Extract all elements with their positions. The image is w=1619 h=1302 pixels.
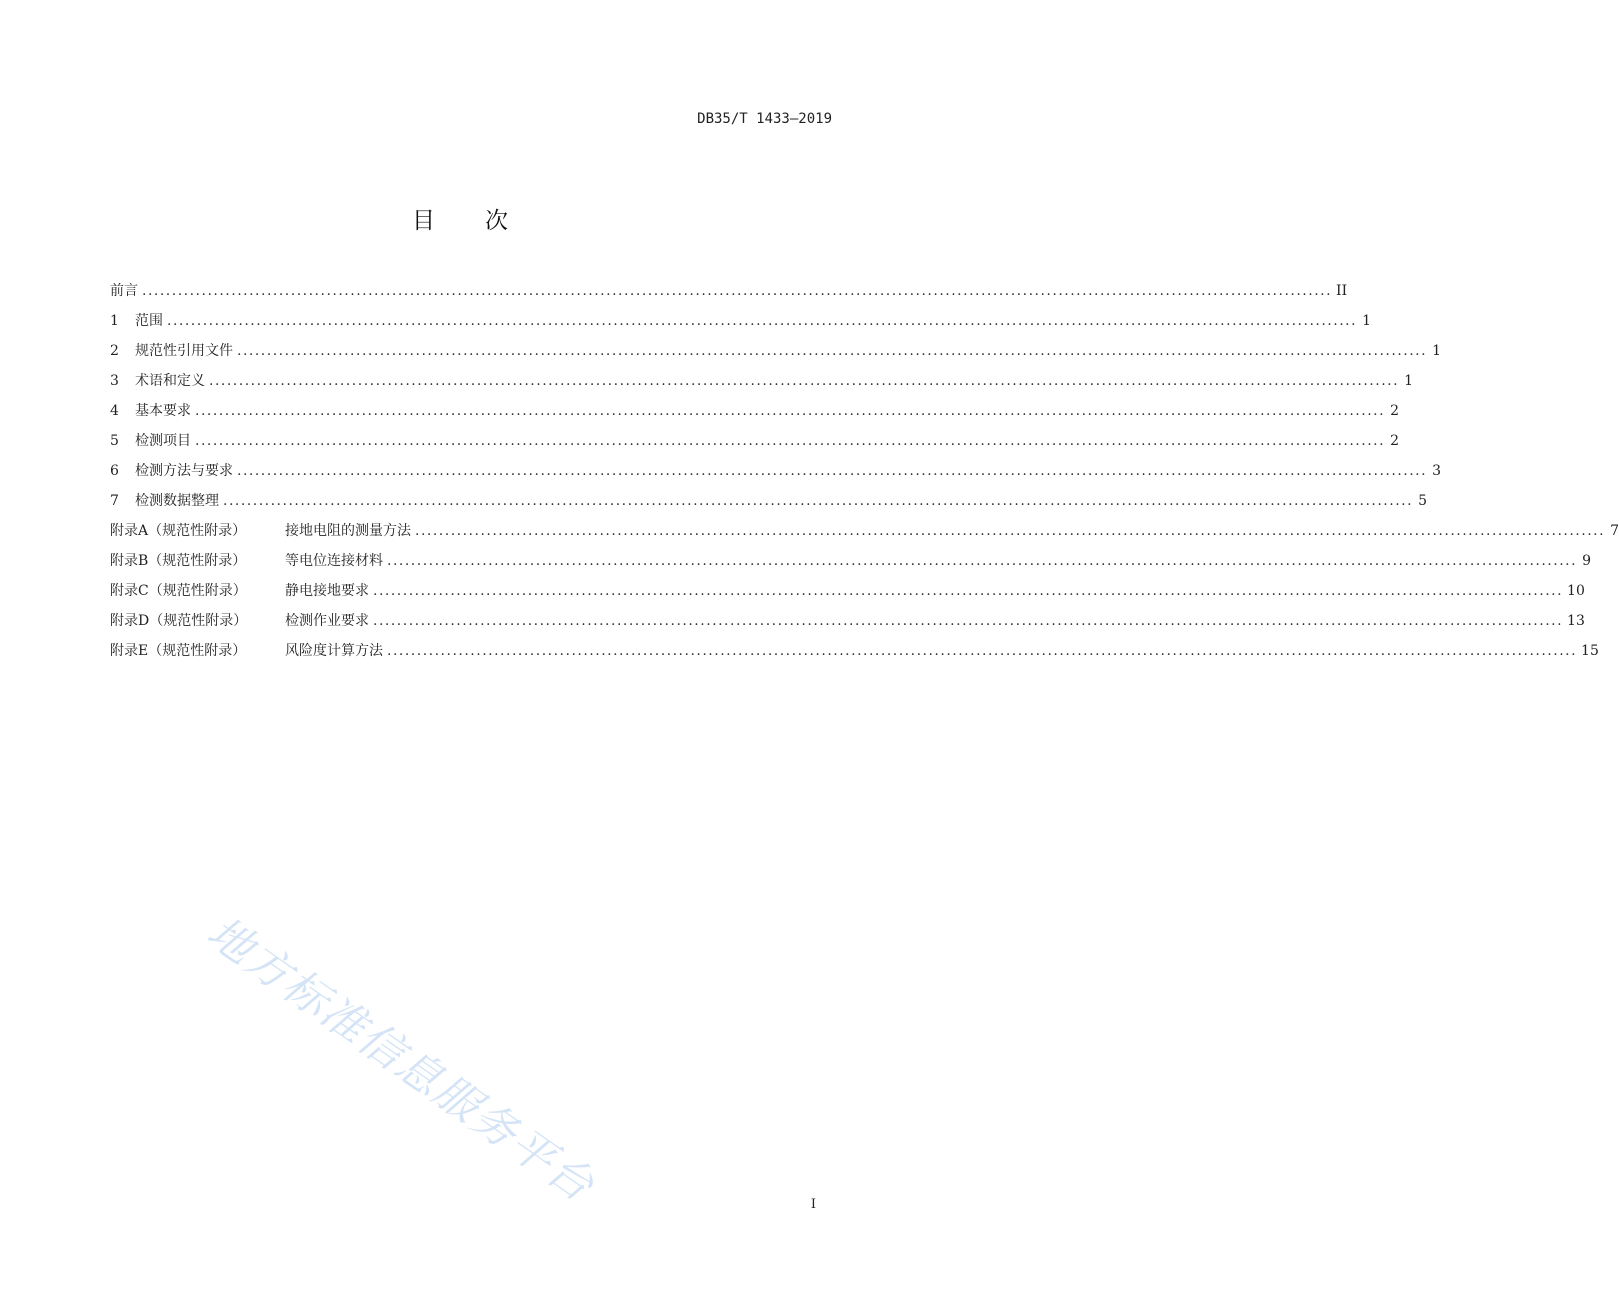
toc-entry-number: 3 <box>110 373 119 389</box>
toc-entry-page: 7 <box>1610 523 1619 539</box>
toc-entry-annex-prefix: 附录C（规范性附录） <box>110 583 247 599</box>
toc-entry-page: 2 <box>1390 403 1400 419</box>
toc-dot-leader: ........................................................................................................................................................................................................ <box>195 403 1386 419</box>
toc-dot-leader: ........................................................................................................................................................................................................ <box>373 613 1564 629</box>
toc-entry-label: 基本要求 <box>135 403 191 419</box>
toc-dot-leader: ........................................................................................................................................................................................................ <box>209 373 1400 389</box>
toc-dot-leader: ........................................................................................................................................................................................................ <box>387 553 1578 569</box>
toc-entry[interactable] <box>110 576 1585 606</box>
toc-entry-page: 9 <box>1582 553 1592 569</box>
toc-entry[interactable] <box>110 276 1348 306</box>
toc-entry[interactable] <box>110 606 1585 636</box>
toc-title: 目次 <box>412 208 558 234</box>
toc-entry-page: 1 <box>1432 343 1442 359</box>
toc-entry-page: 15 <box>1581 643 1599 659</box>
toc-entry[interactable] <box>110 456 1442 486</box>
toc-entry-annex-prefix: 附录A（规范性附录） <box>110 523 247 539</box>
toc-entry-label: 检测数据整理 <box>135 493 219 509</box>
toc-entry-label: 风险度计算方法 <box>285 643 383 659</box>
toc-entry-number: 2 <box>110 343 119 359</box>
toc-entry-label: 前言 <box>110 283 138 299</box>
toc-entry[interactable] <box>110 516 1619 546</box>
toc-entry-page: 1 <box>1362 313 1372 329</box>
toc-entry-page: 10 <box>1567 583 1585 599</box>
toc-entry[interactable] <box>110 396 1400 426</box>
toc-entry[interactable] <box>110 306 1372 336</box>
toc-entry[interactable] <box>110 336 1442 366</box>
toc-entry-label: 规范性引用文件 <box>135 343 233 359</box>
toc-dot-leader: ........................................................................................................................................................................................................ <box>167 313 1358 329</box>
toc-entry-number: 6 <box>110 463 119 479</box>
toc-dot-leader: ........................................................................................................................................................................................................ <box>415 523 1606 539</box>
toc-entry-number: 7 <box>110 493 119 509</box>
toc-entry[interactable] <box>110 426 1400 456</box>
toc-entry-page: II <box>1336 283 1348 299</box>
toc-entry-annex-prefix: 附录B（规范性附录） <box>110 553 247 569</box>
toc-dot-leader: ........................................................................................................................................................................................................ <box>373 583 1564 599</box>
toc-entry-page: 1 <box>1404 373 1414 389</box>
toc-entry-page: 5 <box>1418 493 1428 509</box>
document-code: DB35/T 1433—2019 <box>697 111 832 127</box>
toc-entry[interactable] <box>110 636 1599 666</box>
toc-entry-label: 检测项目 <box>135 433 191 449</box>
toc-dot-leader: ........................................................................................................................................................................................................ <box>223 493 1414 509</box>
toc-entry-label: 接地电阻的测量方法 <box>285 523 411 539</box>
table-of-contents <box>110 276 1619 666</box>
toc-dot-leader: ........................................................................................................................................................................................................ <box>237 463 1428 479</box>
toc-entry-label: 静电接地要求 <box>285 583 369 599</box>
toc-dot-leader: ........................................................................................................................................................................................................ <box>142 283 1333 299</box>
toc-entry-annex-prefix: 附录E（规范性附录） <box>110 643 247 659</box>
toc-entry[interactable] <box>110 366 1414 396</box>
toc-entry-page: 3 <box>1432 463 1442 479</box>
toc-entry-page: 13 <box>1567 613 1585 629</box>
watermark: 地方标准信息服务平台 <box>197 906 604 1213</box>
toc-entry-label: 检测方法与要求 <box>135 463 233 479</box>
toc-entry-number: 1 <box>110 313 119 329</box>
toc-dot-leader: ........................................................................................................................................................................................................ <box>237 343 1428 359</box>
toc-dot-leader: ........................................................................................................................................................................................................ <box>195 433 1386 449</box>
page-number: I <box>810 1197 816 1212</box>
toc-entry-annex-prefix: 附录D（规范性附录） <box>110 613 248 629</box>
toc-entry-number: 5 <box>110 433 119 449</box>
toc-entry-number: 4 <box>110 403 119 419</box>
toc-entry-label: 术语和定义 <box>135 373 205 389</box>
toc-entry-label: 检测作业要求 <box>285 613 369 629</box>
toc-entry-page: 2 <box>1390 433 1400 449</box>
toc-entry[interactable] <box>110 486 1428 516</box>
toc-entry-label: 等电位连接材料 <box>285 553 383 569</box>
toc-entry-label: 范围 <box>135 313 163 329</box>
toc-dot-leader: ........................................................................................................................................................................................................ <box>387 643 1578 659</box>
toc-entry[interactable] <box>110 546 1592 576</box>
